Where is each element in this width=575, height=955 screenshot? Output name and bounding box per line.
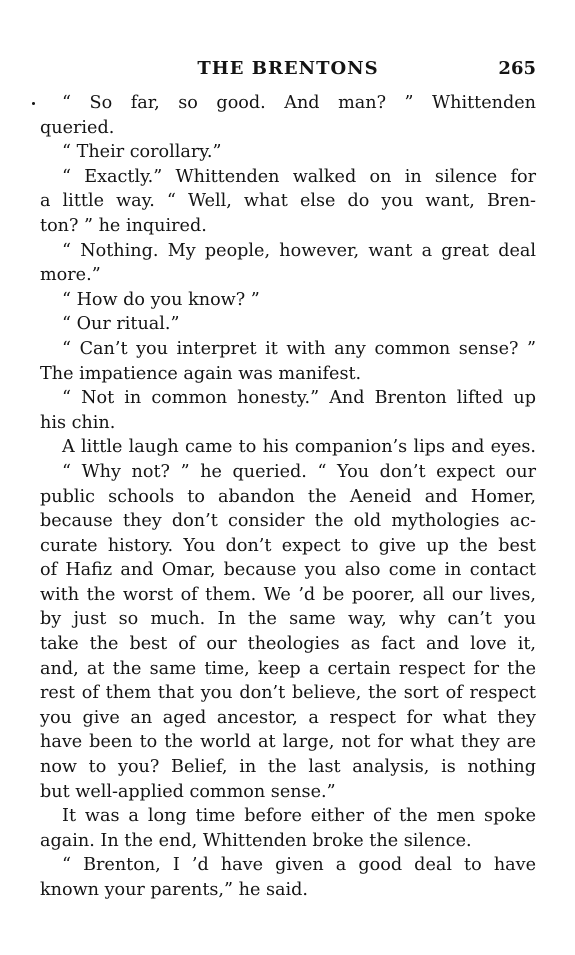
text-line: of Hafiz and Omar, because you also come in contact — [40, 560, 536, 581]
text-line: “ So far, so good. And man? ” Whittenden — [62, 93, 536, 113]
text-line: you give an aged ancestor, a respect for what they — [40, 707, 536, 728]
text-line: and, at the same time, keep a certain respect for the — [40, 658, 536, 679]
text-line: “ Their corollary.” — [62, 142, 222, 163]
text-line: queried. — [40, 117, 115, 138]
text-line: with the worst of them. We ’d be poorer, all our lives, — [40, 584, 536, 605]
text-line: because they don’t consider the old mythologies ac- — [40, 511, 536, 532]
text-line: A little laugh came to his companion’s lips and eyes. — [62, 437, 536, 458]
text-line: It was a long time before either of the men spoke — [62, 806, 536, 827]
text-line: a little way. “ Well, what else do you want, Bren- — [40, 191, 536, 212]
text-line: “ Why not? ” he queried. “ You don’t expect our — [62, 461, 536, 482]
text-line: have been to the world at large, not for what they are — [40, 732, 536, 753]
text-line: rest of them that you don’t believe, the sort of respect — [40, 683, 536, 704]
text-line: more.” — [40, 265, 101, 286]
page-number: 265 — [498, 58, 536, 79]
text-line: “ Exactly.” Whittenden walked on in silence for — [62, 166, 536, 187]
text-line: “ How do you know? ” — [62, 289, 260, 310]
text-line: known your parents,” he said. — [40, 880, 308, 900]
text-line: The impatience again was manifest. — [40, 363, 362, 384]
body-text — [40, 91, 536, 903]
text-line: take the best of our theologies as fact and love it, — [40, 634, 536, 655]
text-line: now to you? Belief, in the last analysis, is nothing — [40, 757, 536, 778]
running-title: THE BRENTONS — [197, 58, 379, 79]
text-line: again. In the end, Whittenden broke the silence. — [40, 830, 472, 851]
text-line: “ Brenton, I ’d have given a good deal to have — [62, 855, 536, 876]
text-line: “ Our ritual.” — [62, 314, 180, 335]
stray-mark — [32, 102, 35, 105]
text-line: “ Not in common honesty.” And Brenton lifted up — [62, 388, 536, 409]
text-line: but well-applied common sense.” — [40, 781, 336, 802]
running-head — [40, 58, 536, 82]
text-line: public schools to abandon the Aeneid and Homer, — [40, 486, 536, 507]
text-line: curate history. You don’t expect to give up the best — [40, 535, 536, 556]
text-line: by just so much. In the same way, why can’t you — [40, 609, 536, 630]
text-line: “ Nothing. My people, however, want a great deal — [62, 240, 536, 261]
text-line: “ Can’t you interpret it with any common sense? ” — [62, 338, 536, 359]
text-line: ton? ” he inquired. — [40, 215, 207, 236]
text-line: his chin. — [40, 412, 116, 433]
